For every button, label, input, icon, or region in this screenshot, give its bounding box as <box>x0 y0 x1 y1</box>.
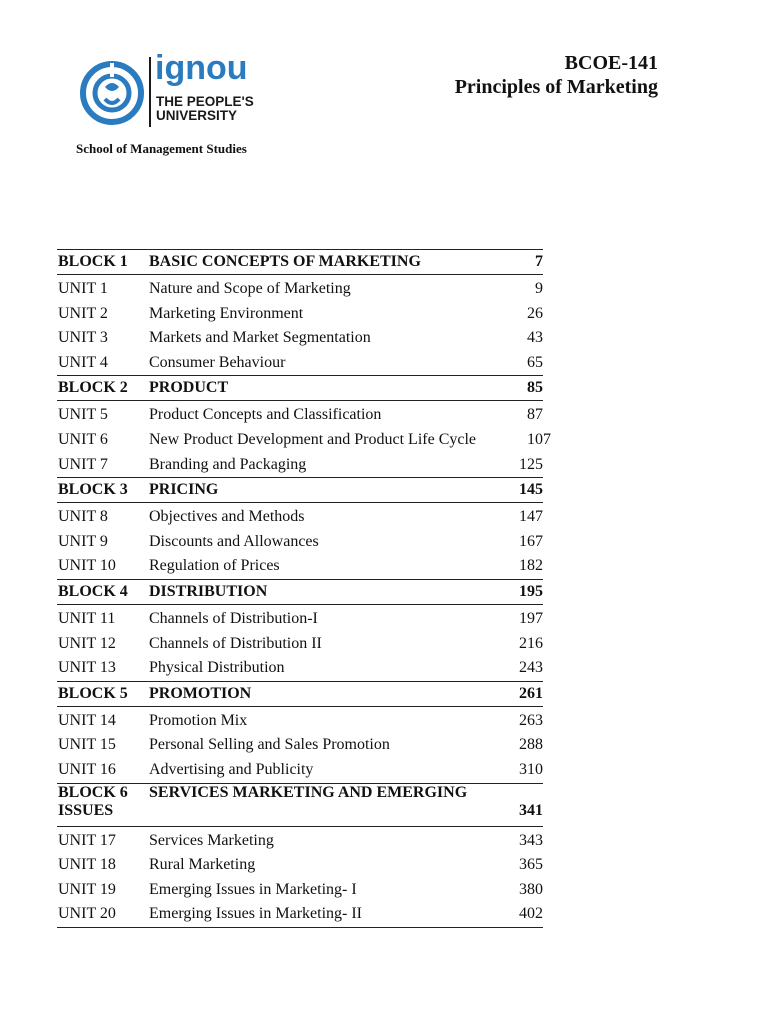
unit-page: 87 <box>527 406 543 424</box>
unit-page: 288 <box>519 736 543 754</box>
unit-page: 65 <box>527 353 543 371</box>
block-row <box>57 478 543 503</box>
unit-row <box>57 326 543 351</box>
unit-list <box>57 607 543 682</box>
unit-row <box>57 505 543 530</box>
unit-title: Branding and Packaging <box>149 455 307 473</box>
unit-title: Markets and Market Segmentation <box>149 329 371 347</box>
unit-title: Services Marketing <box>149 831 274 849</box>
unit-title: Channels of Distribution-I <box>149 609 318 627</box>
block-title-line2: ISSUES <box>58 801 114 819</box>
block-number: BLOCK 1 <box>58 253 128 270</box>
unit-page: 182 <box>519 557 543 575</box>
unit-number: UNIT 19 <box>58 880 116 898</box>
block-page: 7 <box>535 253 543 270</box>
block-page: 261 <box>519 684 543 702</box>
block-number: BLOCK 4 <box>58 582 128 600</box>
unit-page: 310 <box>519 760 543 778</box>
unit-title: Discounts and Allowances <box>149 532 319 550</box>
unit-row <box>57 277 543 302</box>
unit-number: UNIT 18 <box>58 856 116 874</box>
unit-title: Personal Selling and Sales Promotion <box>149 736 390 754</box>
course-title: Principles of Marketing <box>454 76 658 98</box>
unit-row <box>57 302 543 327</box>
unit-page: 9 <box>535 280 543 297</box>
unit-title: Physical Distribution <box>149 659 285 677</box>
unit-row <box>57 829 543 854</box>
unit-number: UNIT 14 <box>58 711 116 729</box>
block-title: BASIC CONCEPTS OF MARKETING <box>149 253 421 270</box>
unit-page: 147 <box>519 508 543 526</box>
unit-title: Objectives and Methods <box>149 508 305 526</box>
unit-list <box>57 709 543 784</box>
block-page: 85 <box>527 379 543 397</box>
unit-title: Emerging Issues in Marketing- I <box>149 880 357 898</box>
unit-page: 125 <box>519 455 543 473</box>
unit-page: 216 <box>519 634 543 652</box>
block-number: BLOCK 3 <box>58 481 128 499</box>
block-title: PRICING <box>149 481 219 499</box>
unit-title: Regulation of Prices <box>149 557 280 575</box>
unit-page: 343 <box>519 831 543 849</box>
block-row <box>57 250 543 275</box>
unit-page: 26 <box>527 304 543 322</box>
block-row <box>57 784 543 827</box>
unit-number: UNIT 12 <box>58 634 116 652</box>
unit-number: UNIT 9 <box>58 532 108 550</box>
block-number: BLOCK 2 <box>58 379 128 397</box>
unit-number: UNIT 6 <box>58 430 108 448</box>
ignou-emblem-icon <box>80 61 144 125</box>
unit-list <box>57 277 543 376</box>
unit-list <box>57 829 543 928</box>
block-row <box>57 682 543 707</box>
logo-divider <box>149 57 151 127</box>
block-title-line1: SERVICES MARKETING AND EMERGING <box>149 783 468 801</box>
unit-title: Promotion Mix <box>149 711 248 729</box>
block-title: PROMOTION <box>149 684 252 702</box>
unit-row <box>57 656 543 681</box>
unit-title: Nature and Scope of Marketing <box>149 280 351 297</box>
unit-page: 365 <box>519 856 543 874</box>
unit-title: Advertising and Publicity <box>149 760 314 778</box>
unit-page: 197 <box>519 609 543 627</box>
unit-title: New Product Development and Product Life Cycle <box>149 430 477 448</box>
block-page: 195 <box>519 582 543 600</box>
unit-row <box>57 758 543 783</box>
unit-number: UNIT 11 <box>58 609 116 627</box>
unit-page: 380 <box>519 880 543 898</box>
unit-row <box>57 607 543 632</box>
unit-number: UNIT 17 <box>58 831 116 849</box>
unit-page: 243 <box>519 659 543 677</box>
unit-title: Emerging Issues in Marketing- II <box>149 905 362 923</box>
block-number: BLOCK 5 <box>58 684 128 702</box>
unit-number: UNIT 4 <box>58 353 108 371</box>
block-title: DISTRIBUTION <box>149 582 268 600</box>
unit-number: UNIT 7 <box>58 455 108 473</box>
unit-title: Product Concepts and Classification <box>149 406 382 424</box>
unit-row <box>57 733 543 758</box>
unit-row <box>57 403 543 428</box>
table-of-contents <box>57 249 551 928</box>
logo-wordmark: ignou <box>155 49 248 87</box>
block-page: 145 <box>519 481 543 499</box>
unit-number: UNIT 2 <box>58 304 108 322</box>
block-row <box>57 580 543 605</box>
unit-number: UNIT 16 <box>58 760 116 778</box>
unit-row <box>57 632 543 657</box>
block-title: PRODUCT <box>149 379 229 397</box>
logo-tagline-1: THE PEOPLE'S <box>156 94 254 109</box>
unit-page: 402 <box>519 905 543 923</box>
unit-number: UNIT 15 <box>58 736 116 754</box>
unit-list <box>57 403 551 478</box>
unit-number: UNIT 13 <box>58 659 116 677</box>
unit-row <box>57 878 543 903</box>
unit-title: Consumer Behaviour <box>149 353 286 371</box>
unit-number: UNIT 1 <box>58 280 108 297</box>
unit-row <box>57 530 543 555</box>
logo-tagline-2: UNIVERSITY <box>156 108 238 123</box>
unit-number: UNIT 10 <box>58 557 116 575</box>
unit-row <box>57 902 543 927</box>
unit-row <box>57 709 543 734</box>
unit-row <box>57 554 543 579</box>
unit-list <box>57 505 543 580</box>
unit-page: 43 <box>527 329 543 347</box>
unit-row <box>57 453 543 478</box>
unit-page: 263 <box>519 711 543 729</box>
unit-number: UNIT 5 <box>58 406 108 424</box>
unit-title: Marketing Environment <box>149 304 304 322</box>
block-number: BLOCK 6 <box>58 783 128 801</box>
school-name: School of Management Studies <box>76 141 247 156</box>
unit-page: 107 <box>527 430 551 448</box>
block-row <box>57 376 543 401</box>
course-code: BCOE-141 <box>564 52 658 74</box>
unit-number: UNIT 3 <box>58 329 108 347</box>
unit-title: Channels of Distribution II <box>149 634 322 652</box>
unit-row <box>57 351 543 376</box>
ignou-logo <box>80 49 260 129</box>
unit-number: UNIT 20 <box>58 905 116 923</box>
block-page: 341 <box>519 801 543 819</box>
unit-page: 167 <box>519 532 543 550</box>
unit-number: UNIT 8 <box>58 508 108 526</box>
unit-title: Rural Marketing <box>149 856 256 874</box>
unit-row <box>57 428 551 453</box>
unit-row <box>57 853 543 878</box>
